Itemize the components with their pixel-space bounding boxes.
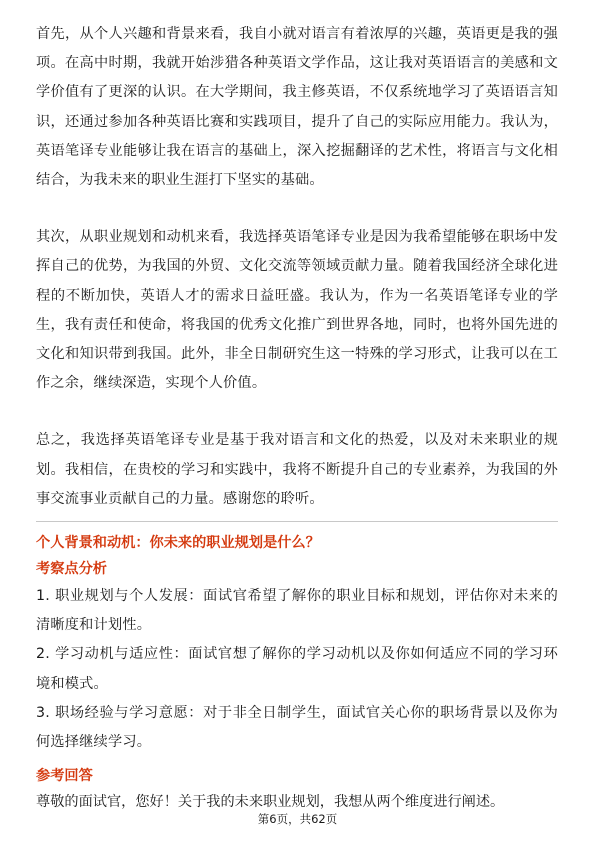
analysis-item: 2. 学习动机与适应性：面试官想了解你的学习动机以及你如何适应不同的学习环境和模式。 [36, 646, 558, 692]
analysis-item: 3. 职场经验与学习意愿：对于非全日制学生，面试官关心你的职场背景以及你为何选择继续学习。 [36, 704, 558, 751]
answer-heading: 参考回答 [36, 768, 93, 785]
analysis-item: 1. 职业规划与个人发展：面试官希望了解你的职业目标和规划，评估你对未来的清晰度和计划性。 [36, 588, 558, 634]
answer-text: 尊敬的面试官，您好！关于我的未来职业规划，我想从两个维度进行阐述。 [36, 794, 505, 811]
section-divider [36, 521, 558, 522]
page-number: 第6页，共62页 [257, 812, 338, 826]
page-content [36, 20, 558, 815]
question-heading: 个人背景和动机：你未来的职业规划是什么？ [36, 535, 320, 552]
body-paragraph: 其次，从职业规划和动机来看，我选择英语笔译专业是因为我希望能够在职场中发挥自己的优势，为我国的外贸、文化交流等领域贡献力量。随着我国经济全球化进程的不断加快，英语人才的需求日益旺盛。我认为，作为一名英语笔译专业的学生，我有责任和使命，将我国的优秀文化推广到世界各地，同时，也将外国先进的文化和知识带到我国。此外，非全日制研究生这一特殊的学习形式，让我可以在工作之余，继续深造，实现个人价值。 [36, 229, 558, 392]
analysis-heading: 考察点分析 [36, 561, 107, 578]
body-paragraph: 首先，从个人兴趣和背景来看，我自小就对语言有着浓厚的兴趣，英语更是我的强项。在高中时期，我就开始涉猎各种英语文学作品，这让我对英语语言的美感和文学价值有了更深的认识。在大学期间，我主修英语，不仅系统地学习了英语语言知识，还通过参加各种英语比赛和实践项目，提升了自己的实际应用能力。我认为，英语笔译专业能够让我在语言的基础上，深入挖掘翻译的艺术性，将语言与文化相结合，为我未来的职业生涯打下坚实的基础。 [36, 26, 558, 189]
body-paragraph: 总之，我选择英语笔译专业是基于我对语言和文化的热爱，以及对未来职业的规划。我相信，在贵校的学习和实践中，我将不断提升自己的专业素养，为我国的外事交流事业贡献自己的力量。感谢您的聆听。 [36, 432, 558, 507]
